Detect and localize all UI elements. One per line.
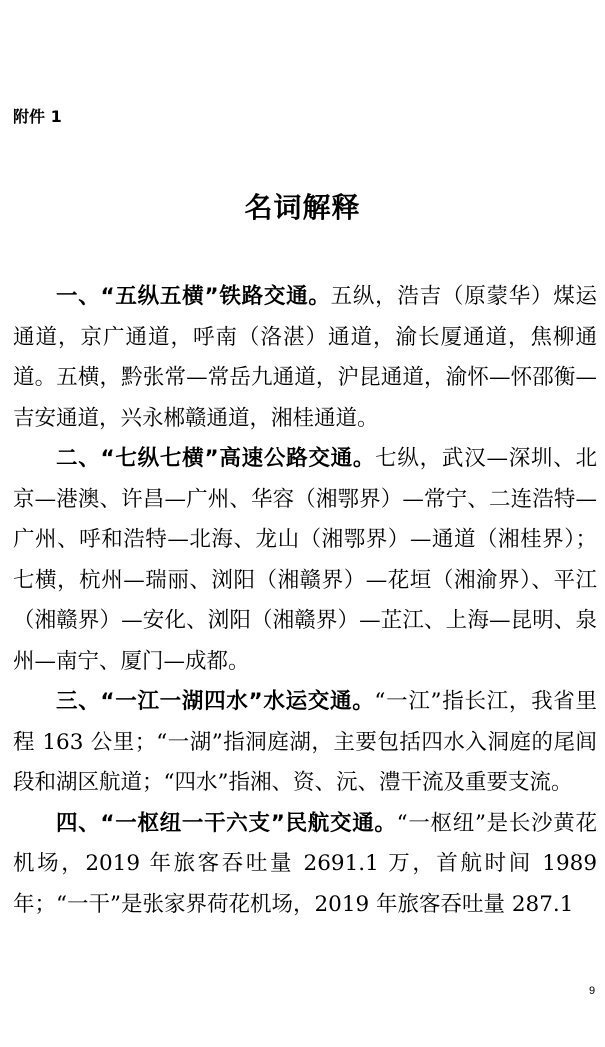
paragraph-heading: 二、“七纵七横”高速公路交通。 [56, 446, 376, 471]
paragraph-highway [13, 439, 597, 682]
paragraph-waterway [13, 682, 597, 804]
attachment-label: 附件 1 [13, 107, 62, 126]
document-body [13, 277, 597, 925]
paragraph-text: “一枢纽”是长沙黄花机场，2019 年旅客吞吐量 2691.1 万，首航时间 1989 年；“一干”是张家界荷花机场，2019 年旅客吞吐量 287.1 [13, 810, 597, 917]
paragraph-text: 七纵，武汉—深圳、北京—港澳、许昌—广州、华容（湘鄂界）—常宁、二连浩特—广州、呼和浩特—北海、龙山（湘鄂界）—通道（湘桂界）；七横，杭州—瑞丽、浏阳（湘赣界）—花垣（湘渝界）、平江（湘赣界）—安化、浏阳（湘赣界）—芷江、上海—昆明、泉州—南宁、厦门—成都。 [13, 446, 597, 674]
paragraph-text: 五纵，浩吉（原蒙华）煤运通道，京广通道，呼南（洛湛）通道，渝长厦通道，焦柳通道。五横，黔张常—常岳九通道，沪昆通道，渝怀—怀邵衡—吉安通道，兴永郴赣通道，湘桂通道。 [13, 284, 597, 431]
page-number: 9 [589, 985, 596, 997]
paragraph-railway [13, 277, 597, 439]
paragraph-heading: 三、“一江一湖四水”水运交通。 [56, 689, 375, 714]
paragraph-text: “一江”指长江，我省里程 163 公里；“一湖”指洞庭湖，主要包括四水入洞庭的尾闾段和湖区航道；“四水”指湘、资、沅、澧干流及重要支流。 [13, 689, 598, 795]
paragraph-heading: 一、“五纵五横”铁路交通。 [56, 284, 331, 309]
page-title: 名词解释 [244, 191, 361, 224]
paragraph-aviation [13, 804, 597, 926]
paragraph-heading: 四、“一枢纽一干六支”民航交通。 [56, 810, 397, 836]
